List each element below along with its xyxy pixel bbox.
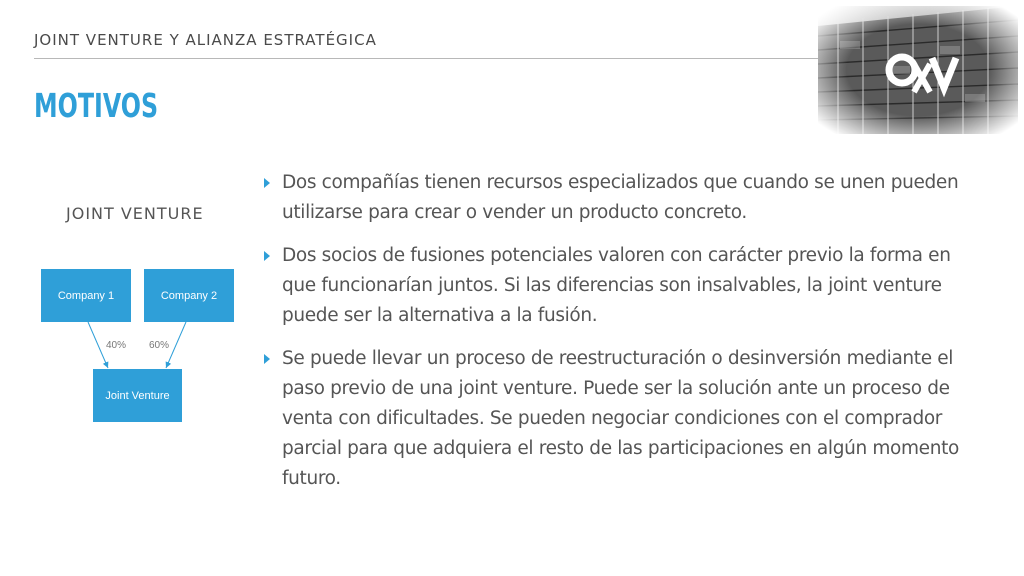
bullet-text: Se puede llevar un proceso de reestructuración o desinversión mediante el paso previo de una joint venture. Puede ser la solución ante un proceso de venta con dificultades. Se pueden negociar condiciones con el comprador parcial para que adquiera el resto de las participaciones en algún momento futuro. (282, 348, 959, 489)
triangle-bullet-icon (264, 354, 270, 364)
company-2-box: Company 2 (144, 269, 234, 322)
bullet-item (264, 344, 984, 494)
joint-venture-box: Joint Venture (93, 369, 182, 422)
bullet-item (264, 241, 984, 331)
arrow-company1-to-jv (88, 322, 108, 368)
triangle-bullet-icon (264, 178, 270, 188)
company-1-box: Company 1 (41, 269, 131, 322)
bullet-list (264, 168, 984, 507)
bullet-item (264, 168, 984, 228)
building-image (818, 6, 1018, 134)
slide-title: MOTIVOS (34, 86, 159, 125)
building-photo (818, 6, 1018, 134)
section-title: JOINT VENTURE Y ALIANZA ESTRATÉGICA (34, 31, 377, 49)
bullet-text: Dos compañías tienen recursos especializados que cuando se unen pueden utilizarse para crear o vender un producto concreto. (282, 172, 959, 223)
triangle-bullet-icon (264, 251, 270, 261)
share-label-40: 40% (106, 340, 127, 351)
bullet-text: Dos socios de fusiones potenciales valoren con carácter previo la forma en que funcionarían juntos. Si las diferencias son insalvables, la joint venture puede ser la alternativa a la fusión. (282, 245, 951, 326)
share-label-60: 60% (149, 340, 170, 351)
diagram-label: JOINT VENTURE (66, 204, 204, 223)
